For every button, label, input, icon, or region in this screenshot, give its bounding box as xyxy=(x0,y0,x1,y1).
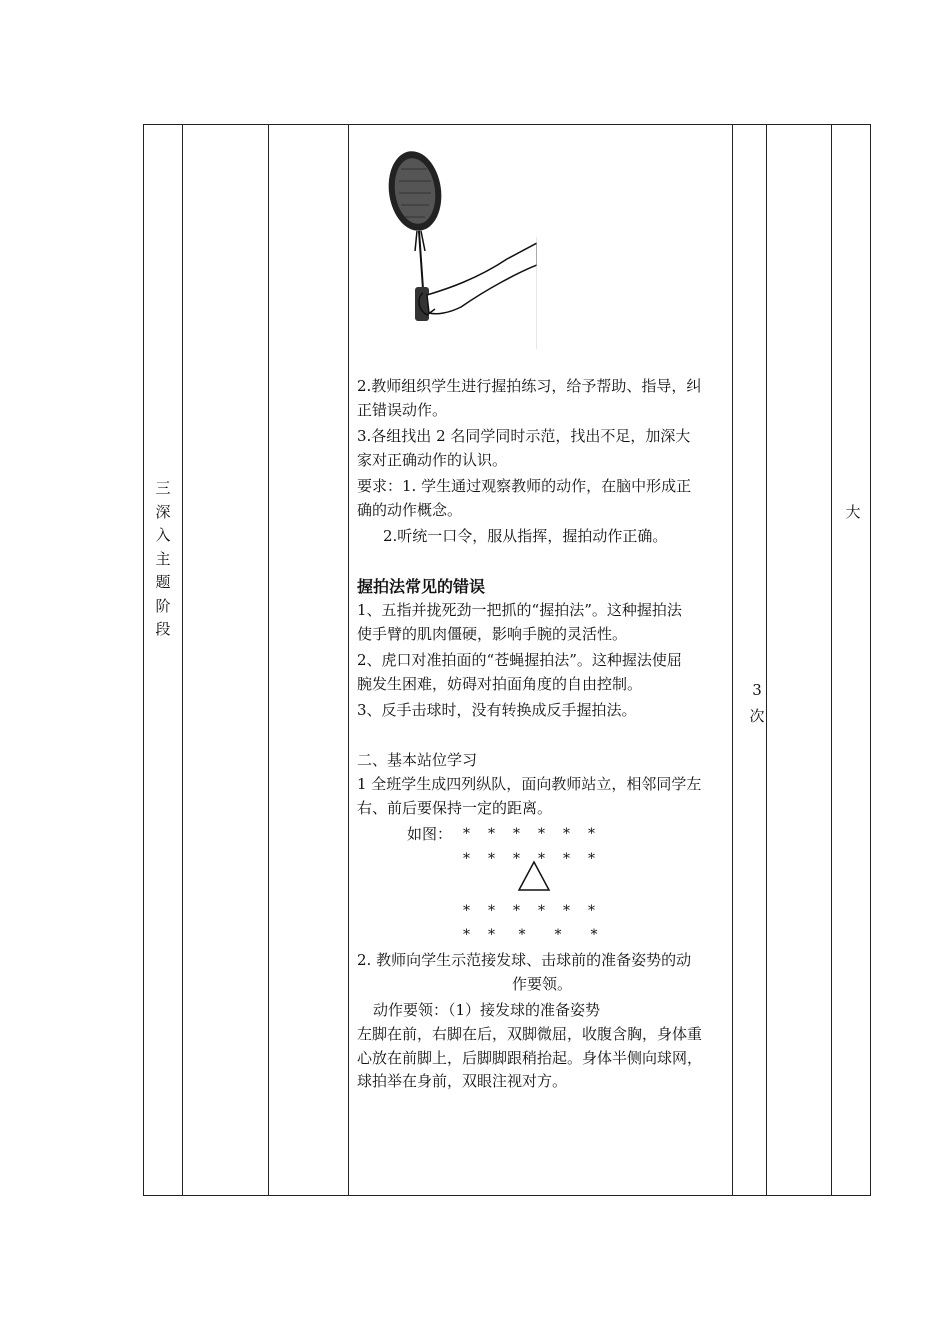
stage-label xyxy=(144,477,182,642)
stage-char: 深 xyxy=(155,502,171,521)
formation-row xyxy=(454,900,824,924)
column-divider xyxy=(831,125,832,1195)
student-marker: * xyxy=(463,851,470,867)
student-marker: * xyxy=(488,851,495,867)
student-marker: * xyxy=(563,851,570,867)
student-marker: * xyxy=(588,903,595,919)
column-divider xyxy=(268,125,269,1195)
formation-row xyxy=(454,924,824,948)
paragraph: 正错误动作。 xyxy=(357,400,448,419)
column-divider xyxy=(732,125,733,1195)
teacher-triangle-icon xyxy=(517,860,551,892)
column-divider xyxy=(182,125,183,1195)
paragraph: 使手臂的肌肉僵硬，影响手腕的灵活性。 xyxy=(357,624,628,643)
paragraph: 1 全班学生成四列纵队，面向教师站立，相邻同学左 xyxy=(357,775,702,793)
paragraph: 2.听统一口令，服从指挥，握拍动作正确。 xyxy=(383,527,668,545)
stage-char: 三 xyxy=(155,479,171,497)
practice-times xyxy=(740,677,774,729)
section-heading: 二、基本站位学习 xyxy=(357,751,478,769)
figure-label: 如图： xyxy=(407,825,453,843)
teaching-content xyxy=(357,125,727,1195)
paragraph: 左脚在前，右脚在后，双脚微屈，收腹含胸，身体重 xyxy=(357,1025,703,1043)
paragraph: 3.各组找出 2 名同学同时示范，找出不足，加深大 xyxy=(357,427,691,445)
student-marker: * xyxy=(513,903,520,919)
stage-char: 段 xyxy=(155,620,171,638)
paragraph: 右、前后要保持一定的距离。 xyxy=(357,798,553,817)
column-divider xyxy=(348,125,349,1195)
lesson-plan-table xyxy=(143,124,871,1196)
student-marker: * xyxy=(563,826,570,842)
intensity-level: 大 xyxy=(845,503,861,521)
times-unit: 次 xyxy=(749,707,765,725)
student-marker: * xyxy=(538,826,545,842)
paragraph: 确的动作概念。 xyxy=(357,500,463,519)
paragraph: 要求：1. 学生通过观察教师的动作，在脑中形成正 xyxy=(357,477,692,495)
student-marker: * xyxy=(554,927,562,943)
formation-row xyxy=(454,823,824,847)
paragraph: 家对正确动作的认识。 xyxy=(357,450,508,469)
student-marker: * xyxy=(463,903,470,919)
paragraph: 腕发生困难，妨碍对拍面角度的自由控制。 xyxy=(357,674,643,693)
column-divider xyxy=(766,125,767,1195)
student-marker: * xyxy=(463,826,470,842)
stage-char: 题 xyxy=(155,573,171,591)
times-count: 3 xyxy=(752,681,762,699)
student-marker: * xyxy=(488,826,495,842)
paragraph: 作要领。 xyxy=(511,974,572,993)
paragraph: 心放在前脚上，后脚脚跟稍抬起。身体半侧向球网， xyxy=(357,1048,703,1067)
stage-char: 主 xyxy=(155,549,171,568)
paragraph: 2.教师组织学生进行握拍练习，给予帮助、指导，纠 xyxy=(357,377,702,395)
student-marker: * xyxy=(588,851,595,867)
student-marker: * xyxy=(513,826,520,842)
student-marker: * xyxy=(538,903,545,919)
paragraph: 2、虎口对准拍面的“苍蝇握拍法”。这种握法使屈 xyxy=(357,651,682,669)
paragraph: 2. 教师向学生示范接发球、击球前的准备姿势的动 xyxy=(357,951,692,969)
student-marker: * xyxy=(488,927,495,943)
paragraph: 1、五指并拢死劲一把抓的“握拍法”。这种握拍法 xyxy=(357,601,682,619)
badminton-grip-illustration xyxy=(377,139,537,349)
paragraph: 球拍举在身前，双眼注视对方。 xyxy=(357,1072,568,1090)
paragraph: 3、反手击球时，没有转换成反手握拍法。 xyxy=(357,701,637,719)
student-marker: * xyxy=(463,927,470,943)
formation-row xyxy=(454,848,824,872)
student-marker: * xyxy=(513,851,520,867)
stage-char: 入 xyxy=(155,526,171,544)
student-marker: * xyxy=(488,903,495,919)
student-marker: * xyxy=(538,851,545,867)
stage-char: 阶 xyxy=(155,596,171,615)
student-marker: * xyxy=(518,927,526,943)
student-marker: * xyxy=(588,826,595,842)
student-marker: * xyxy=(563,903,570,919)
section-heading: 动作要领：（1）接发球的准备姿势 xyxy=(373,1001,601,1019)
student-marker: * xyxy=(590,927,598,943)
section-heading: 握拍法常见的错误 xyxy=(357,577,486,596)
